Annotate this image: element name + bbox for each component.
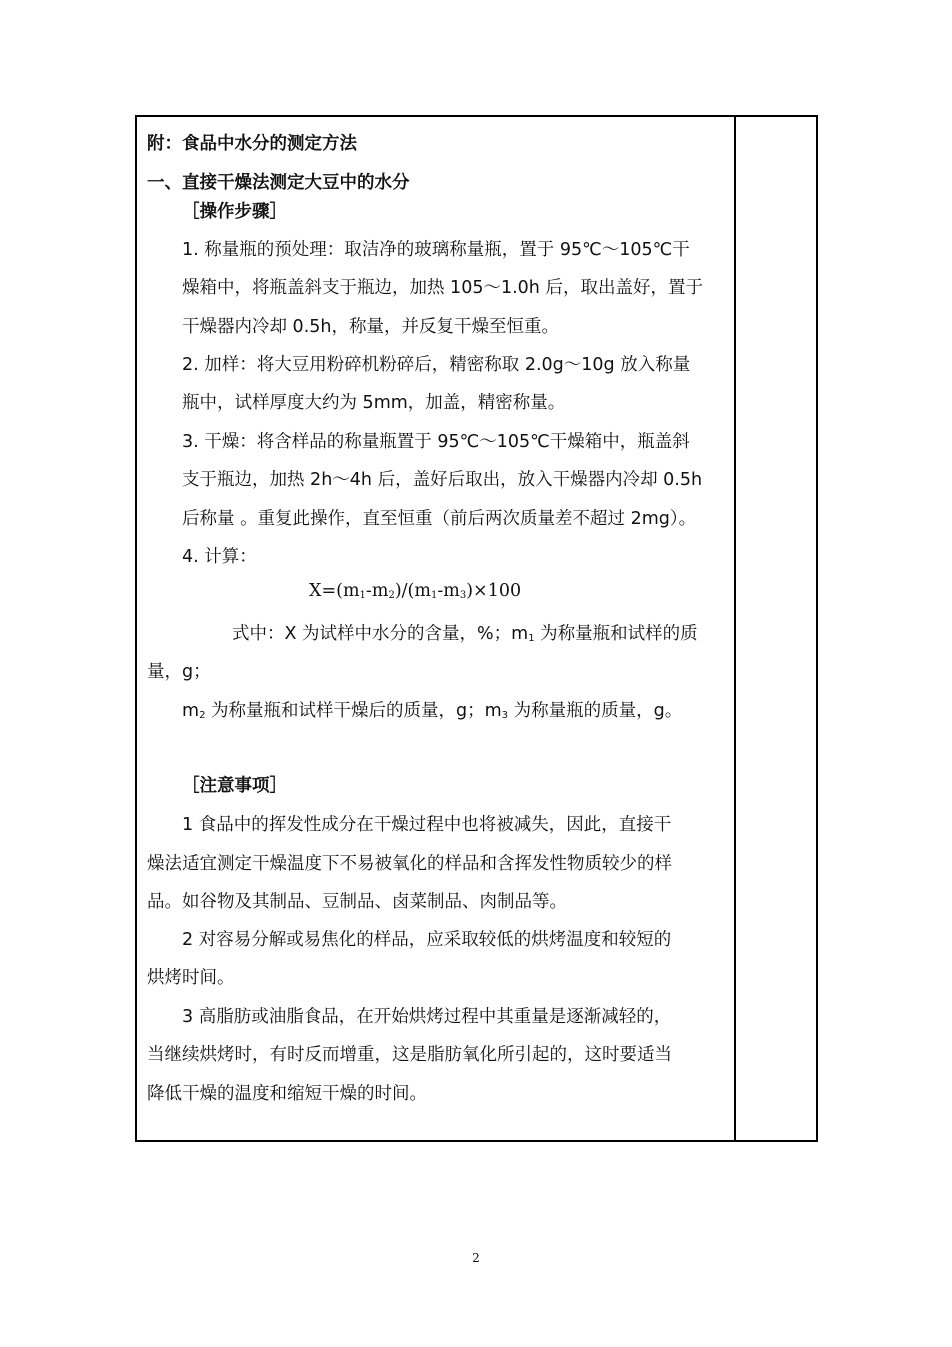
note3-line3: 降低干燥的温度和缩短干燥的时间。: [147, 1084, 427, 1104]
note1-line2: 燥法适宜测定干燥温度下不易被氧化的样品和含挥发性物质较少的样: [147, 854, 672, 874]
step1-line1: 1. 称量瓶的预处理：取洁净的玻璃称量瓶，置于 95℃～105℃干: [182, 240, 690, 260]
where-line3: $m_2$ 为称量瓶和试样干燥后的质量，g；$m_3$ 为称量瓶的质量，g。: [182, 701, 683, 721]
note1-line1: 1 食品中的挥发性成分在干燥过程中也将被减失，因此，直接干: [182, 815, 672, 835]
appendix-heading: 附：食品中水分的测定方法: [147, 134, 357, 154]
step1-line2: 燥箱中，将瓶盖斜支于瓶边，加热 105～1.0h 后，取出盖好，置于: [182, 278, 703, 298]
note3-line2: 当继续烘烤时，有时反而增重，这是脂肪氧化所引起的，这时要适当: [147, 1045, 672, 1065]
note2-line2: 烘烤时间。: [147, 968, 235, 988]
step3-line2: 支于瓶边，加热 2h～4h 后，盖好后取出，放入干燥器内冷却 0.5h: [182, 470, 703, 490]
column-divider: [734, 117, 736, 1140]
note1-line3: 品。如谷物及其制品、豆制品、卤菜制品、肉制品等。: [147, 892, 567, 912]
where-line2: 量，g；: [147, 662, 211, 682]
content-table: [135, 115, 818, 1142]
where-line1: 式中：X 为试样中水分的含量，%；$m_1$ 为称量瓶和试样的质: [232, 624, 698, 644]
note2-line1: 2 对容易分解或易焦化的样品，应采取较低的烘烤温度和较短的: [182, 930, 672, 950]
step2-line1: 2. 加样：将大豆用粉碎机粉碎后，精密称取 2.0g～10g 放入称量: [182, 355, 691, 375]
steps-title: ［操作步骤］: [182, 202, 287, 222]
step3-line1: 3. 干燥：将含样品的称量瓶置于 95℃～105℃干燥箱中，瓶盖斜: [182, 432, 690, 452]
step4-title: 4. 计算：: [182, 547, 257, 567]
notes-title: ［注意事项］: [182, 776, 287, 796]
step2-line2: 瓶中，试样厚度大约为 5mm，加盖，精密称量。: [182, 393, 566, 413]
section-heading: 一、直接干燥法测定大豆中的水分: [147, 173, 410, 193]
note3-line1: 3 高脂肪或油脂食品，在开始烘烤过程中其重量是逐渐减轻的，: [182, 1007, 672, 1027]
page-number: 2: [472, 1251, 480, 1265]
step3-line3: 后称量 。重复此操作，直至恒重（前后两次质量差不超过 2mg）。: [182, 509, 697, 529]
step1-line3: 干燥器内冷却 0.5h，称量，并反复干燥至恒重。: [182, 317, 559, 337]
formula: $X=(m_1-m_2)/(m_1-m_3)\times 100$: [309, 581, 522, 601]
